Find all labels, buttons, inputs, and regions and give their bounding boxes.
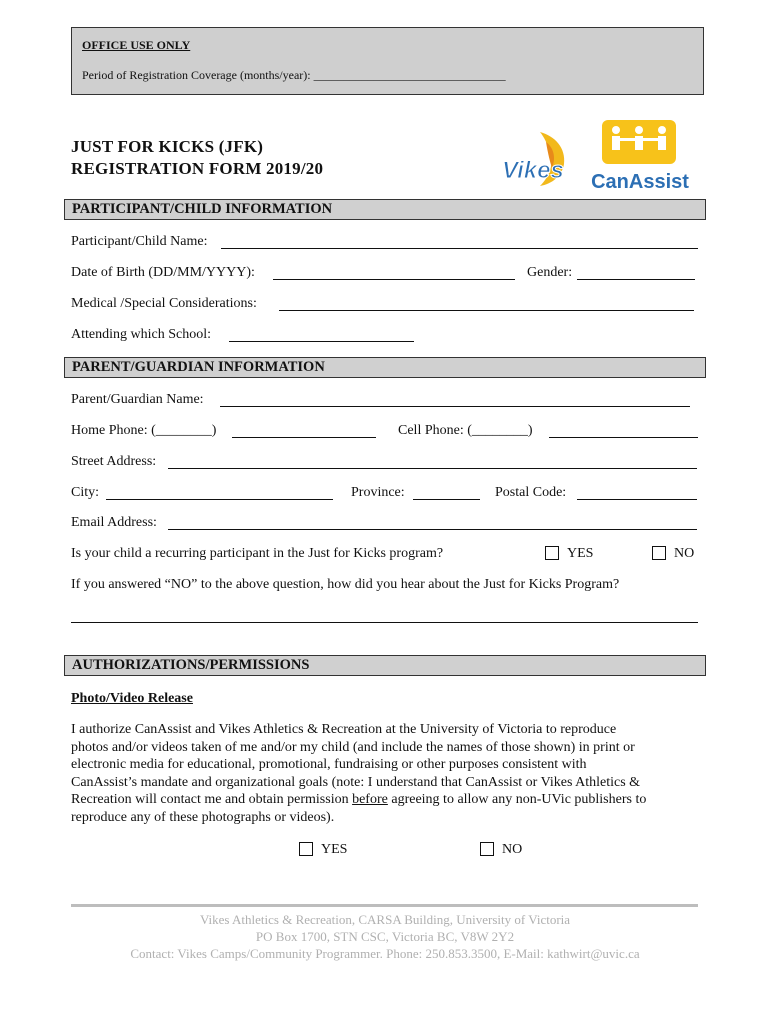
footer-divider xyxy=(71,904,698,907)
vikes-logo xyxy=(500,128,572,188)
office-use-title: OFFICE USE ONLY xyxy=(82,38,191,52)
registration-period-field: Period of Registration Coverage (months/year): ________________________________ xyxy=(82,68,506,82)
hear-about-field[interactable] xyxy=(71,622,698,623)
paragraph-text-underlined: before xyxy=(352,792,388,808)
canassist-logo xyxy=(590,120,690,192)
province-field[interactable] xyxy=(413,499,480,500)
recurring-question: Is your child a recurring participant in the Just for Kicks program? xyxy=(71,546,444,561)
email-label: Email Address: xyxy=(71,515,157,530)
street-label: Street Address: xyxy=(71,454,157,469)
paragraph-line: photos and/or videos taken of me and/or my child (and include the names of those shown) in print or xyxy=(71,739,635,755)
footer-contact-line: Contact: Vikes Camps/Community Programmer. Phone: 250.853.3500, E-Mail: kathwirt@uvic.ca xyxy=(130,946,640,961)
cell-phone-label: Cell Phone: (________) xyxy=(398,423,533,438)
cell-phone-field[interactable] xyxy=(549,437,698,438)
paragraph-line: electronic media for educational, promotional, fundraising or other purposes consistent with xyxy=(71,757,587,773)
home-phone-field[interactable] xyxy=(232,437,376,438)
vikes-logo-text: Vikes xyxy=(502,157,564,184)
section-participant-heading: PARTICIPANT/CHILD INFORMATION xyxy=(64,199,706,220)
paragraph-text: agreeing to allow any non-UVic publishers to xyxy=(387,792,647,808)
section-authorizations-heading: AUTHORIZATIONS/PERMISSIONS xyxy=(64,655,706,676)
recurring-yes-label: YES xyxy=(567,546,594,561)
city-field[interactable] xyxy=(106,499,333,500)
canassist-logo-text: CanAssist xyxy=(591,171,689,192)
recurring-yes-checkbox[interactable] xyxy=(545,546,559,560)
form-title-line1: JUST FOR KICKS (JFK) xyxy=(71,137,264,156)
gender-field[interactable] xyxy=(577,279,695,280)
medical-label: Medical /Special Considerations: xyxy=(71,296,257,311)
section-parent-heading: PARENT/GUARDIAN INFORMATION xyxy=(64,357,706,378)
dob-label: Date of Birth (DD/MM/YYYY): xyxy=(71,265,255,280)
home-phone-label: Home Phone: (________) xyxy=(71,423,217,438)
school-field[interactable] xyxy=(229,341,414,342)
postal-code-field[interactable] xyxy=(577,499,697,500)
paragraph-line xyxy=(71,791,711,809)
postal-code-label: Postal Code: xyxy=(495,485,567,500)
province-label: Province: xyxy=(351,485,405,500)
footer-address-line2: PO Box 1700, STN CSC, Victoria BC, V8W 2Y2 xyxy=(255,929,515,944)
paragraph-line: I authorize CanAssist and Vikes Athletics & Recreation at the University of Victoria to reproduce xyxy=(71,722,617,737)
hear-about-question: If you answered “NO” to the above question, how did you hear about the Just for Kicks Program? xyxy=(71,577,620,592)
street-field[interactable] xyxy=(168,468,697,469)
recurring-no-label: NO xyxy=(674,546,695,561)
medical-field[interactable] xyxy=(279,310,694,311)
footer-address-line1: Vikes Athletics & Recreation, CARSA Building, University of Victoria xyxy=(199,912,571,927)
form-title-line2: REGISTRATION FORM 2019/20 xyxy=(71,159,324,178)
photo-video-release-heading: Photo/Video Release xyxy=(71,691,193,706)
release-no-label: NO xyxy=(502,842,523,857)
dob-field[interactable] xyxy=(273,279,515,280)
parent-name-label: Parent/Guardian Name: xyxy=(71,392,204,407)
photo-release-paragraph xyxy=(71,721,711,827)
city-label: City: xyxy=(71,485,100,500)
release-yes-checkbox[interactable] xyxy=(299,842,313,856)
school-label: Attending which School: xyxy=(71,327,211,342)
recurring-no-checkbox[interactable] xyxy=(652,546,666,560)
participant-name-field[interactable] xyxy=(221,248,698,249)
release-yes-label: YES xyxy=(321,842,348,857)
office-use-box xyxy=(71,27,704,95)
gender-label: Gender: xyxy=(527,265,573,280)
parent-name-field[interactable] xyxy=(220,406,690,407)
email-field[interactable] xyxy=(168,529,697,530)
paragraph-line: reproduce any of these photographs or videos). xyxy=(71,809,335,825)
release-no-checkbox[interactable] xyxy=(480,842,494,856)
paragraph-text: Recreation will contact me and obtain permission xyxy=(71,792,353,808)
paragraph-line: CanAssist’s mandate and organizational goals (note: I understand that CanAssist or Vikes Athletics & xyxy=(71,774,641,790)
participant-name-label: Participant/Child Name: xyxy=(71,234,208,249)
